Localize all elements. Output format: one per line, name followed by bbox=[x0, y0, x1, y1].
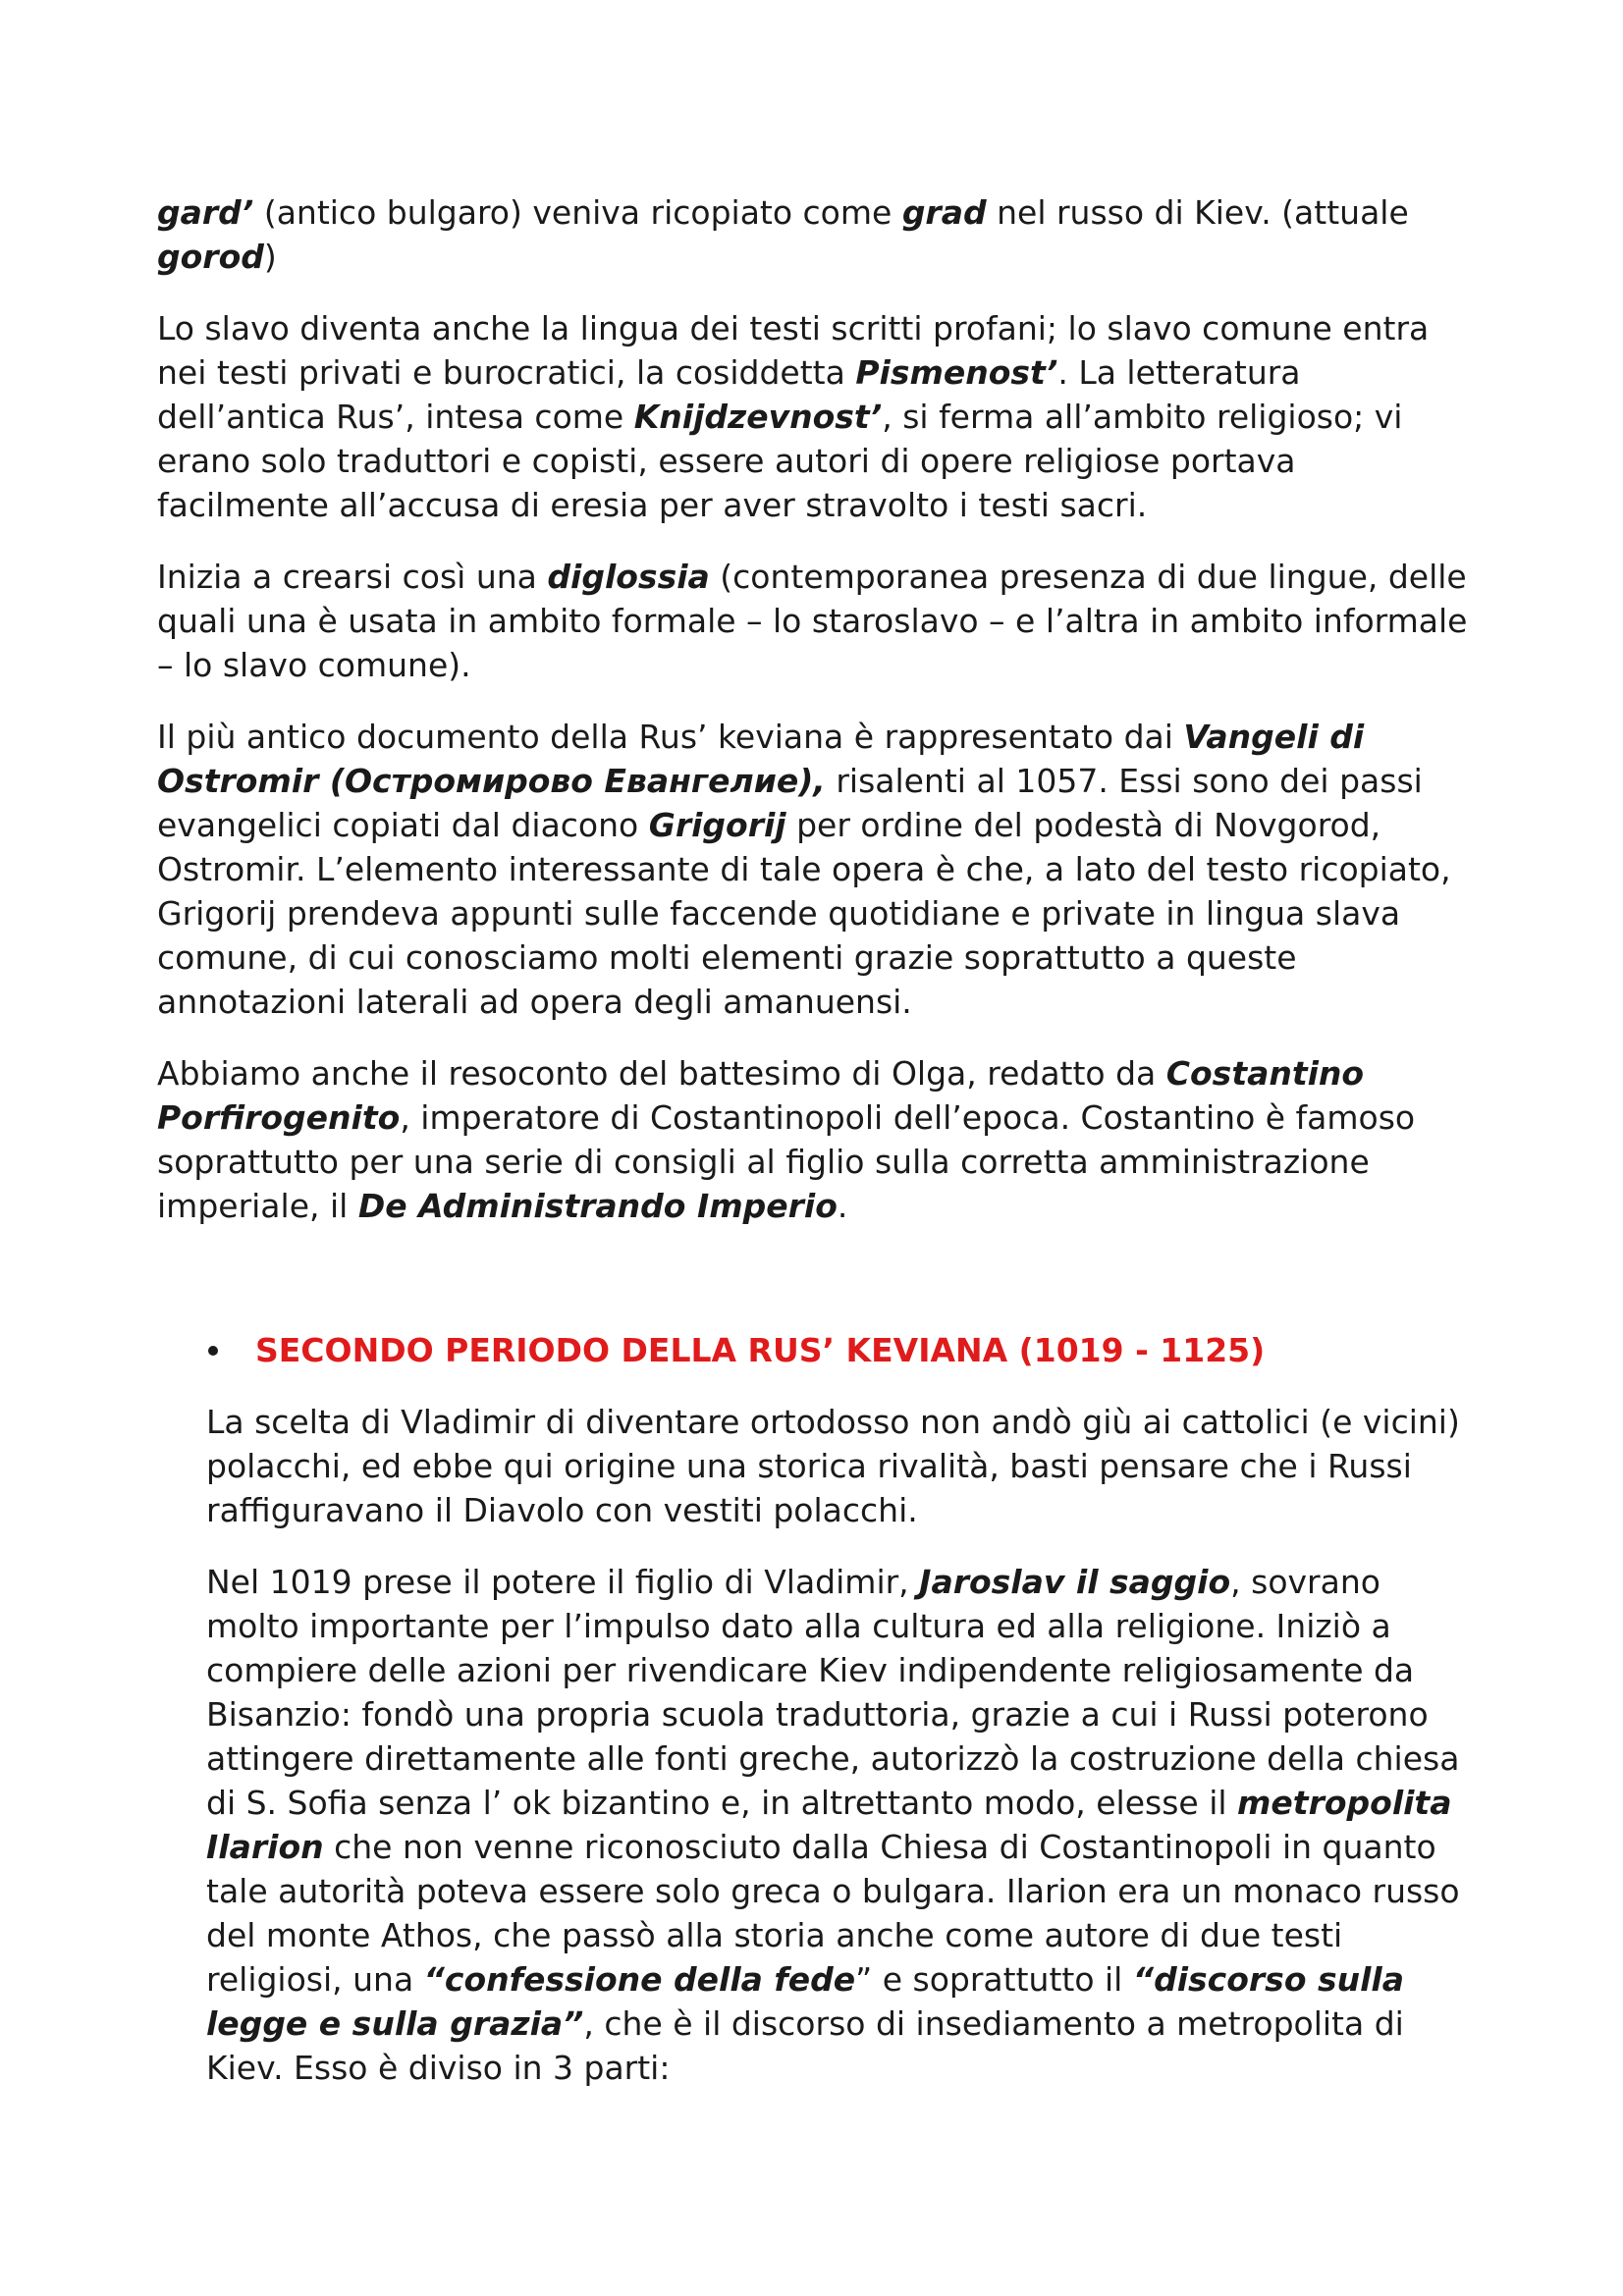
section-paragraph bbox=[206, 1400, 1473, 1532]
body-text: Inizia a crearsi così una bbox=[157, 558, 548, 596]
body-text: (antico bulgaro) veniva ricopiato come bbox=[253, 193, 902, 232]
body-text: La scelta di Vladimir di diventare ortodosso non andò giù ai cattolici (e vicini) polacchi, ed ebbe qui origine una storica rivalità, basti pensare che i Russi raffiguravano il Diavolo con vestiti polacchi. bbox=[206, 1403, 1460, 1529]
body-text: Abbiamo anche il resoconto del battesimo di Olga, redatto da bbox=[157, 1054, 1166, 1093]
document-body bbox=[157, 190, 1473, 2117]
emphasis-text: Vangeli di Ostromir (Остромирово Евангелие), bbox=[157, 718, 1365, 800]
paragraph bbox=[157, 715, 1473, 1024]
paragraph bbox=[157, 555, 1473, 687]
body-text: ) bbox=[263, 238, 277, 276]
body-text: per ordine del podestà di Novgorod, Ostromir. L’elemento interessante di tale opera è che, a lato del testo ricopiato, Grigorij prendeva appunti sulle faccende quotidiane e private in lingua slava comune, di cui conosciamo molti elementi grazie soprattutto a queste annotazioni laterali ad opera degli amanuensi. bbox=[157, 806, 1451, 1021]
emphasis-text: gorod bbox=[157, 238, 264, 276]
body-text: , sovrano molto importante per l’impulso dato alla cultura ed alla religione. Iniziò a compiere delle azioni per rivendicare Kiev indipendente religiosamente da Bisanzio: fondò una propria scuola traduttoria, grazie a cui i Russi poterono attingere direttamente alle fonti greche, autorizzò la costruzione della chiesa di S. Sofia senza l’ ok bizantino e, in altrettanto modo, elesse il bbox=[206, 1563, 1460, 1822]
body-text: Lo slavo diventa anche la lingua dei testi scritti profani; lo slavo comune entra nei testi privati e burocratici, la cosiddetta bbox=[157, 309, 1430, 392]
section-heading: SECONDO PERIODO DELLA RUS’ KEVIANA (1019 - 1125) bbox=[255, 1331, 1266, 1369]
emphasis-text: gard’ bbox=[157, 193, 254, 232]
emphasis-text: Costantino Porfirogenito bbox=[157, 1054, 1365, 1137]
emphasis-text: Jaroslav il saggio bbox=[919, 1563, 1231, 1601]
paragraph bbox=[157, 190, 1473, 279]
body-text: (contemporanea presenza di due lingue, delle quali una è usata in ambito formale – lo staroslavo – e l’altra in ambito informale – lo slavo comune). bbox=[157, 558, 1468, 684]
section-paragraph bbox=[206, 1560, 1473, 2090]
paragraph bbox=[157, 1051, 1473, 1228]
body-text: , si ferma all’ambito religioso; vi erano solo traduttori e copisti, essere autori di opere religiose portava facilmente all’accusa di eresia per aver stravolto i testi sacri. bbox=[157, 398, 1403, 524]
body-text: Nel 1019 prese il potere il figlio di Vladimir, bbox=[206, 1563, 920, 1601]
emphasis-text: Grigorij bbox=[648, 806, 786, 844]
section-spacer bbox=[157, 1255, 1473, 1328]
body-text: nel russo di Kiev. (attuale bbox=[986, 193, 1409, 232]
emphasis-text: “confessione della fede bbox=[423, 1960, 856, 1999]
emphasis-text: grad bbox=[901, 193, 987, 232]
emphasis-text: “discorso sulla legge e sulla grazia” bbox=[206, 1960, 1405, 2043]
emphasis-text: diglossia bbox=[547, 558, 710, 596]
body-text: . bbox=[837, 1187, 848, 1225]
body-text: , che è il discorso di insediamento a metropolita di Kiev. Esso è diviso in 3 parti: bbox=[206, 2004, 1404, 2087]
emphasis-text: metropolita Ilarion bbox=[206, 1784, 1452, 1866]
bullet-icon bbox=[208, 1346, 218, 1356]
emphasis-text: Knijdzevnost’ bbox=[633, 398, 883, 436]
body-text: . La letteratura dell’antica Rus’, intesa come bbox=[157, 353, 1301, 436]
body-text: Il più antico documento della Rus’ keviana è rappresentato dai bbox=[157, 718, 1184, 756]
paragraph bbox=[157, 306, 1473, 527]
emphasis-text: Pismenost’ bbox=[855, 353, 1058, 392]
emphasis-text: De Administrando Imperio bbox=[357, 1187, 838, 1225]
section-heading-item bbox=[157, 1328, 1473, 1372]
body-text: che non venne riconosciuto dalla Chiesa di Costantinopoli in quanto tale autorità poteva essere solo greca o bulgara. Ilarion era un monaco russo del monte Athos, che passò alla storia anche come autore di due testi religiosi, una bbox=[206, 1828, 1460, 1999]
body-text: ” e soprattutto il bbox=[855, 1960, 1133, 1999]
body-text: , imperatore di Costantinopoli dell’epoca. Costantino è famoso soprattutto per una serie di consigli al figlio sulla corretta amministrazione imperiale, il bbox=[157, 1098, 1416, 1225]
body-text: risalenti al 1057. Essi sono dei passi evangelici copiati dal diacono bbox=[157, 762, 1423, 844]
